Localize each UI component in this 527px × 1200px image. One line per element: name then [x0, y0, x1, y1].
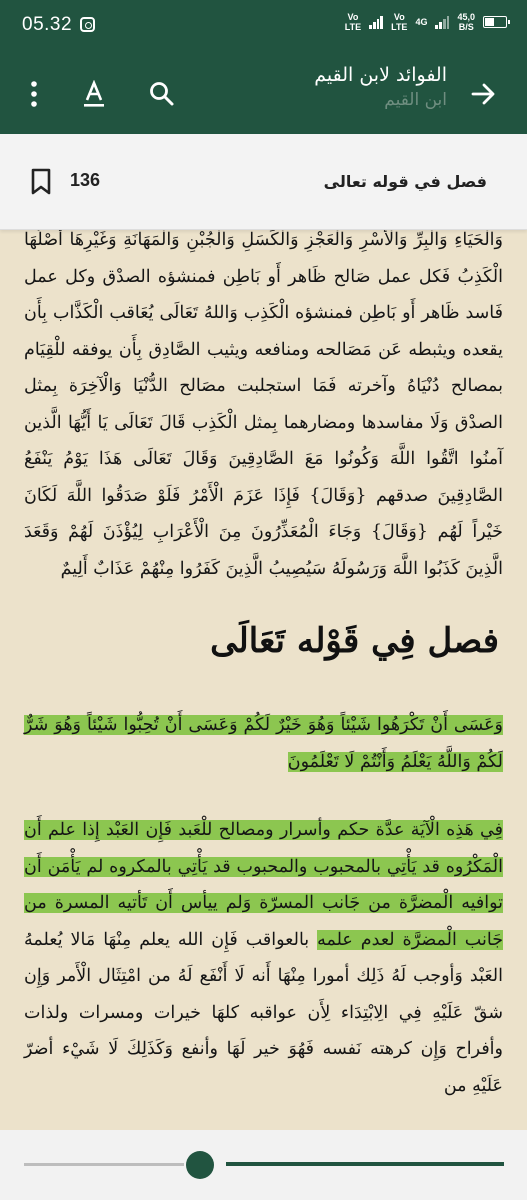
highlighted-verse[interactable]: وَعَسَى أَنْ تَكْرَهُوا شَيْئاً وَهُوَ خَيْرٌ لَكُمْ وَعَسَى أَنْ تُحِبُّوا شَيْئاً وَهُوَ شَرٌّ لَكُمْ وَاللَّهُ يَعْلَمُ وَأَنْتُمْ لَا تَعْلَمُونَ — [24, 715, 503, 772]
page-number: 136 — [70, 170, 101, 190]
highlighted-passage[interactable]: فِي هَذِه الْآيَة عدَّة حكم وأسرار ومصالح للْعَبد فَإِن العَبْد إِذا علم أَن الْمَكْرُوه قد يَأْتِي بالمحبوب والمحبوب قد يَأْتِي بالمكروه لم يَأْمَن أَن توافيه الْمضرَّة من جَانب المسرّة وَلم ييأس أَن تَأتيه المسرة من جَانب الْمضرَّة لعدم علمه — [24, 820, 504, 950]
more-vert-icon[interactable] — [12, 66, 56, 122]
section-heading: فصل فِي قَوْله تَعَالَى — [210, 621, 499, 661]
bookmark-icon[interactable] — [30, 168, 52, 200]
arrow-forward-icon[interactable] — [462, 66, 506, 122]
chapter-title: فصل في قوله تعالى — [323, 172, 487, 191]
battery-icon — [483, 16, 507, 28]
volte-2-top: Vo — [393, 12, 405, 22]
volte-1-top: Vo — [347, 12, 359, 22]
status-indicators — [345, 12, 507, 32]
verse-paragraph — [0, 707, 527, 780]
slider-thumb[interactable] — [186, 1151, 214, 1179]
network-speed-value: 45,0 — [457, 12, 475, 22]
book-author: ابن القيم — [384, 90, 447, 110]
network-type-label: 4G — [415, 17, 428, 27]
book-title: الفوائد لابن القيم — [314, 64, 447, 86]
reading-content[interactable] — [0, 230, 527, 1130]
paragraph-2 — [0, 812, 527, 1104]
volte-indicator-2 — [391, 12, 407, 32]
text-format-icon[interactable] — [72, 66, 116, 122]
volte-indicator-1 — [345, 12, 361, 32]
status-bar — [0, 0, 527, 54]
volte-2-bottom: LTE — [391, 22, 408, 32]
search-icon[interactable] — [140, 66, 184, 122]
instagram-notification-icon — [80, 17, 95, 32]
page-slider-bar — [0, 1130, 527, 1200]
network-speed — [457, 12, 475, 32]
paragraph-2-rest: بالعواقب فَإِن الله يعلم مِنْهَا مَالا يُعلمهُ العَبْد وَأوجب لَهُ ذَلِك أمورا مِنْهَا أَنه لَا أَنْفَع لَهُ من امْتِثَال الْأَمر وَإِن شقّ عَلَيْهِ فِي الِابْتِدَاء لِأَن عواقبه كلهَا خيرات ومسرات ولذات وأفراح وَإِن كرهته نَفسه فَهُوَ خير لَهَا وأنفع وَكَذَلِكَ لَا شَيْء أضرّ عَلَيْهِ من — [24, 929, 503, 1096]
signal-1-icon — [369, 15, 383, 29]
chapter-header — [0, 134, 527, 230]
slider-track-active[interactable] — [226, 1162, 504, 1166]
network-speed-unit: B/S — [458, 22, 474, 32]
paragraph-1: وَالْحَيَاءِ وَالْبِرِّ وَالْأَسْرِ وَالْعَجْزِ وَالْكَسَلِ وَالْجُبْنِ وَالْمَهَانَةِ وَغَيْرِهَا أَصْلُهَا الْكَذِبُ فَكل عمل صَالح ظَاهر أَو بَاطِن فمنشؤه الصدْق وكل عمل فَاسد ظَاهر أَو بَاطِن فمنشؤه الْكَذِب وَاللهُ تَعَالَى يُعَاقب الْكَذَّاب بِأَن يقعده ويثبطه عَن مَصَالحه ومنافعه ويثيب الصَّادِق بِأَن يوفقه للْقِيَام بمصالح دُنْيَاهُ وآخرته فَمَا استجلبت مصَالح الدُّنْيَا وَالْآخِرَة بِمثل الصدْق وَلَا مفاسدها ومضارهما بِمثل الْكَذِب قَالَ تَعَالَى يَا أَيُّهَا الَّذين آمنُوا اتَّقُوا اللَّهَ وَكُونُوا مَعَ الصَّادِقِينَ وَقَالَ تَعَالَى هَذَا يَوْمُ يَنْفَعُ الصَّادِقِينَ صدقهم {وَقَالَ} فَإِذَا عَزَمَ الْأَمْرُ فَلَوْ صَدَقُوا اللَّهَ لَكَانَ خَيْراً لَهُم {وَقَالَ} وَجَاءَ الْمُعَذِّرُونَ مِنَ الْأَعْرَابِ لِيُؤْذَنَ لَهُمْ وَقَعَدَ الَّذِينَ كَذَبُوا اللَّهَ وَرَسُولَهُ سَيُصِيبُ الَّذِينَ كَفَرُوا مِنْهُمْ عَذَابٌ أَلِيمٌ — [24, 230, 503, 579]
signal-2-icon — [435, 15, 449, 29]
slider-track-inactive[interactable] — [24, 1163, 184, 1166]
title-block — [314, 64, 447, 110]
app-bar — [0, 54, 527, 134]
status-time: 05.32 — [22, 14, 73, 35]
volte-1-bottom: LTE — [344, 22, 362, 32]
network-type — [415, 17, 427, 27]
